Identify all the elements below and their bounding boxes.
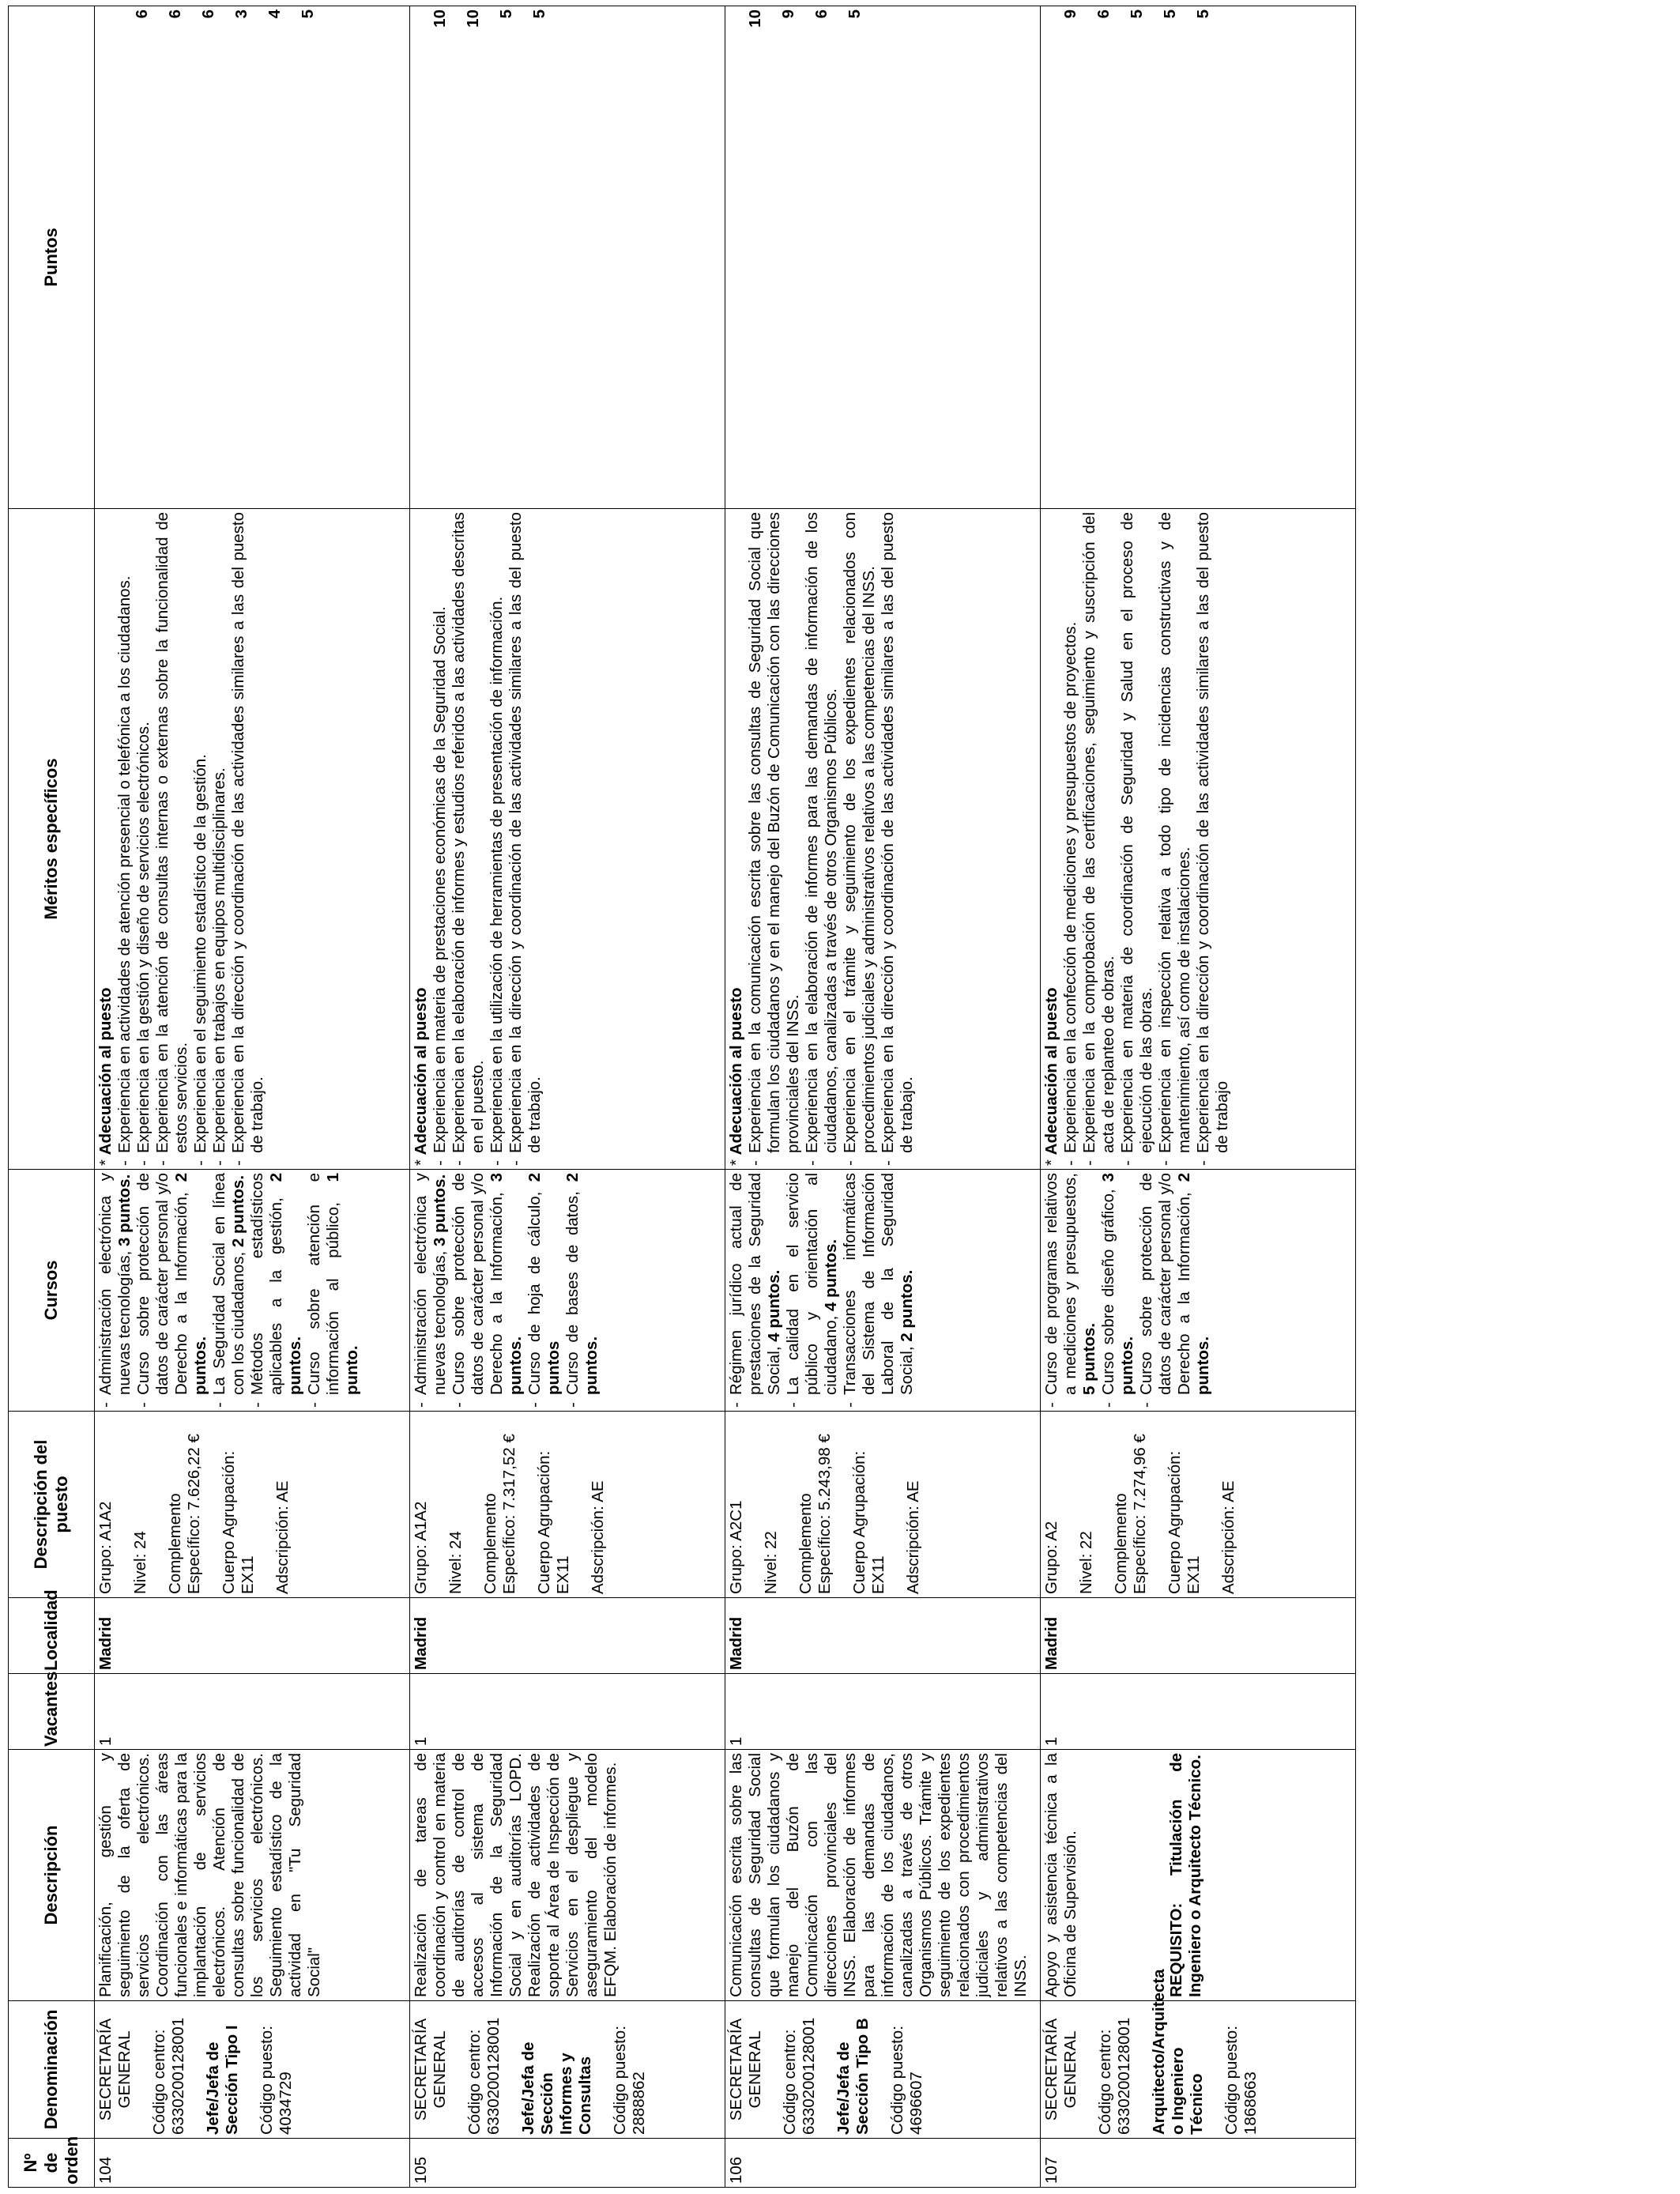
descripcion-cell xyxy=(95,1750,410,2001)
codigo-centro-value: 6330200128001 xyxy=(799,2017,818,2135)
spacer xyxy=(519,1415,535,1594)
puntos-value: 5 xyxy=(1193,9,1212,19)
merito-item: - Experiencia en materia de coordinación de Seguridad y Salud en el proceso de ejecución de las obras. xyxy=(1118,512,1156,1166)
merito-item: - Experiencia en el seguimiento estadístico de la gestión. xyxy=(191,512,210,1166)
header-localidad: Localidad xyxy=(9,1598,95,1674)
puesto-name: Jefe/Jefa de Sección Tipo I xyxy=(203,2025,241,2135)
curso-points: 2 puntos. xyxy=(171,1172,209,1395)
merito-item: - Experiencia en la utilización de herramientas de presentación de información. xyxy=(488,512,507,1166)
curso-points: 3 puntos. xyxy=(487,1172,525,1395)
cursos-list xyxy=(96,1173,362,1408)
orden-cell: 104 xyxy=(95,2139,410,2188)
spacer xyxy=(834,1415,850,1594)
merito-item: - Experiencia en la elaboración de informes y estudios referidos a las actividades descritas en el puesto. xyxy=(450,512,488,1166)
spacer xyxy=(503,2004,519,2135)
vacantes-cell: 1 xyxy=(410,1674,725,1750)
header-orden: Nº de orden xyxy=(9,2139,95,2188)
puntos-value: 5 xyxy=(1127,9,1146,19)
codigo-centro-label: Código centro: xyxy=(780,2029,799,2135)
orden-cell: 107 xyxy=(1041,2139,1356,2188)
table-row xyxy=(95,6,410,2188)
curso-text: Transacciones informáticas del Sistema de Información Laboral de la Seguridad Social, xyxy=(840,1173,916,1395)
denominacion-cell xyxy=(410,2001,725,2139)
spacer xyxy=(465,1415,481,1594)
localidad-cell: Madrid xyxy=(725,1598,1041,1674)
meritos-list xyxy=(746,512,917,1166)
descripcion-cell xyxy=(725,1750,1041,2001)
meritos-title: * Adecuación al puesto xyxy=(96,512,115,1166)
spacer xyxy=(204,1415,220,1594)
codigo-centro-label: Código centro: xyxy=(1095,2029,1114,2135)
descripcion-text: Planificación, gestión y seguimiento de la oferta de servicios electrónicos. Coordinación con las áreas funcionales e informáticas para la implantación de servicios electrónicos. Atención de consultas sobre funcionalidad de los servicios electrónicos. Seguimiento estadístico de la actividad en "Tu Seguridad Social" xyxy=(96,1753,323,1997)
cursos-cell xyxy=(725,1170,1041,1412)
codigo-centro-label: Código centro: xyxy=(465,2029,484,2135)
curso-item xyxy=(1042,1173,1099,1408)
vacantes-cell: 1 xyxy=(95,1674,410,1750)
curso-text: Curso sobre diseño gráfico, xyxy=(1098,1189,1117,1395)
merito-item: - Experiencia en la confección de mediciones y presupuestos de proyectos. xyxy=(1061,512,1080,1166)
cursos-list xyxy=(727,1173,917,1408)
curso-item xyxy=(1137,1173,1213,1408)
header-puntos: Puntos xyxy=(9,6,95,509)
puesto-complemento: Complemento Específico: 5.243,98 € xyxy=(796,1434,834,1594)
unidad-name: SECRETARÍA GENERAL xyxy=(412,2018,449,2121)
puesto-nivel: Nivel: 22 xyxy=(761,1531,780,1594)
merito-item: - Experiencia en materia de prestaciones económicas de la Seguridad Social. xyxy=(431,512,450,1166)
descripcion-cell xyxy=(410,1750,725,2001)
requisito-text: REQUISITO: Titulación de Ingeniero o Arquitecto Técnico. xyxy=(1166,1753,1204,1997)
meritos-title: * Adecuación al puesto xyxy=(1042,512,1061,1166)
meritos-cell xyxy=(1041,509,1356,1170)
merito-item: - Experiencia en la dirección y coordinación de las actividades similares a las del puesto de trabajo. xyxy=(229,512,267,1166)
spacer xyxy=(595,2004,611,2135)
meritos-cell xyxy=(725,509,1041,1170)
desc-puesto-cell xyxy=(410,1412,725,1598)
merito-item: - Experiencia en la dirección y coordinación de las actividades similares a las del puesto de trabajo. xyxy=(507,512,544,1166)
denominacion-cell xyxy=(1041,1969,1356,2139)
puesto-nivel: Nivel: 24 xyxy=(130,1531,149,1594)
descripcion-text: Realización de tareas de coordinación y control en materia de auditorías de control de accesos al sistema de Información de la Seguridad Social y en auditorías LOPD. Realización de actividades de soporte al Área de Inspección de Servicios en el despliegue y aseguramiento del modelo EFQM. Elaboración de informes. xyxy=(412,1753,620,1997)
codigo-puesto-label: Código puesto: xyxy=(887,2026,906,2135)
puesto-grupo: Grupo: A2C1 xyxy=(727,1500,745,1594)
vacancies-table xyxy=(8,6,1356,2188)
meritos-title: * Adecuación al puesto xyxy=(412,512,431,1166)
spacer xyxy=(781,1415,797,1594)
curso-text: La calidad en el servicio público y orientación al ciudadano, xyxy=(783,1173,840,1395)
curso-text: La Seguridad Social en línea con los ciudadanos, xyxy=(209,1173,247,1395)
curso-item xyxy=(305,1173,362,1408)
meritos-list xyxy=(1061,512,1232,1166)
curso-points: 1 punto. xyxy=(323,1173,361,1395)
curso-points: 2 puntos xyxy=(525,1173,563,1395)
puesto-grupo: Grupo: A1A2 xyxy=(412,1501,430,1594)
puntos-value: 4 xyxy=(265,9,284,19)
curso-points: 3 puntos. xyxy=(1098,1173,1136,1395)
localidad-cell: Madrid xyxy=(410,1598,725,1674)
curso-text: Curso de programas relativos a mediciones y presupuestos, xyxy=(1042,1173,1079,1395)
merito-item: - Experiencia en inspección relativa a todo tipo de incidencias constructivas y de mantenimiento, así como de instalaciones. xyxy=(1156,512,1194,1166)
curso-points: 2 puntos. xyxy=(1174,1172,1212,1395)
descripcion-cell xyxy=(1041,1750,1356,2001)
localidad-cell: Madrid xyxy=(95,1598,410,1674)
unidad-name: SECRETARÍA GENERAL xyxy=(727,2018,764,2121)
cursos-list xyxy=(412,1173,601,1408)
merito-item: - Experiencia en la gestión y diseño de servicios electrónicos. xyxy=(134,512,153,1166)
puntos-value: 6 xyxy=(198,9,217,19)
unidad-name: SECRETARÍA GENERAL xyxy=(96,2018,134,2121)
puntos-value: 5 xyxy=(845,9,864,19)
spacer xyxy=(727,9,746,505)
puesto-grupo: Grupo: A1A2 xyxy=(96,1501,115,1594)
merito-item: - Experiencia en actividades de atención presencial o telefónica a los ciudadanos. xyxy=(115,512,134,1166)
codigo-puesto-label: Código puesto: xyxy=(610,2026,629,2135)
puesto-nivel: Nivel: 24 xyxy=(446,1531,465,1594)
codigo-puesto-label: Código puesto: xyxy=(257,2026,276,2135)
codigo-puesto-value: 4034729 xyxy=(276,2071,295,2135)
puntos-cell xyxy=(725,6,1041,509)
puntos-value: 10 xyxy=(746,9,764,28)
codigo-centro-label: Código centro: xyxy=(149,2029,168,2135)
meritos-cell xyxy=(95,509,410,1170)
merito-item: - Experiencia en el trámite y seguimiento de los expedientes relacionados con procedimientos judiciales y administrativos relativos a las competencias del INSS. xyxy=(841,512,879,1166)
table-row xyxy=(1041,6,1356,2188)
codigo-centro-value: 6330200128001 xyxy=(1114,2017,1133,2135)
curso-item xyxy=(563,1173,601,1408)
puesto-name: Arquitecto/Arquitecta o Ingeniero Técnico xyxy=(1149,1969,1206,2135)
table-header-row xyxy=(9,6,95,2188)
puesto-complemento: Complemento Específico: 7.317,52 € xyxy=(480,1434,518,1594)
meritos-cell xyxy=(410,509,725,1170)
header-desc-puesto: Descripción del puesto xyxy=(9,1412,95,1598)
spacer xyxy=(1203,1415,1219,1594)
curso-text: Curso sobre protección de datos de carácter personal y/o Derecho a la Información, xyxy=(449,1173,506,1395)
puesto-cuerpo: Cuerpo Agrupación: EX11 xyxy=(1165,1450,1203,1594)
spacer xyxy=(431,1415,446,1594)
header-denominacion: Denominación xyxy=(9,2001,95,2139)
puntos-cell xyxy=(410,6,725,509)
curso-item xyxy=(248,1173,305,1408)
curso-text: Régimen jurídico actual de prestaciones de la Seguridad Social, xyxy=(727,1173,783,1395)
puesto-adscripcion: Adscripción: AE xyxy=(903,1480,922,1594)
curso-item xyxy=(525,1173,563,1408)
cursos-cell xyxy=(410,1170,725,1412)
puesto-adscripcion: Adscripción: AE xyxy=(1219,1480,1237,1594)
puesto-nivel: Nivel: 22 xyxy=(1076,1531,1095,1594)
puesto-cuerpo: Cuerpo Agrupación: EX11 xyxy=(219,1450,257,1594)
puntos-cell xyxy=(1041,6,1356,509)
curso-item xyxy=(210,1173,248,1408)
cursos-list xyxy=(1042,1173,1213,1408)
puntos-value: 10 xyxy=(463,9,482,28)
localidad-cell: Madrid xyxy=(1041,1598,1356,1674)
merito-item: - Experiencia en la elaboración de informes para las demandas de información de los ciudadanos, canalizadas a través de otros Organismos Públicos. xyxy=(803,512,841,1166)
spacer xyxy=(1080,1753,1167,1997)
merito-item: - Experiencia en la dirección y coordinación de las actividades similares a las del puesto de trabajo xyxy=(1194,512,1232,1166)
codigo-puesto-value: 2888862 xyxy=(629,2071,648,2135)
spacer xyxy=(872,2004,888,2135)
curso-item xyxy=(727,1173,784,1408)
desc-puesto-cell xyxy=(725,1412,1041,1598)
vacantes-cell: 1 xyxy=(1041,1674,1356,1750)
puesto-cuerpo: Cuerpo Agrupación: EX11 xyxy=(534,1450,572,1594)
descripcion-text: Apoyo y asistencia técnica a la Oficina de Supervisión. xyxy=(1042,1753,1079,1997)
curso-text: Curso de bases de datos, xyxy=(563,1191,582,1395)
spacer xyxy=(573,1415,589,1594)
spacer xyxy=(1042,9,1061,505)
spacer xyxy=(1096,1415,1112,1594)
spacer xyxy=(242,2004,258,2135)
curso-text: Administración electrónica y nuevas tecnologías, xyxy=(96,1173,134,1395)
puntos-cell xyxy=(95,6,410,509)
puesto-adscripcion: Adscripción: AE xyxy=(588,1480,607,1594)
puntos-value: 3 xyxy=(232,9,250,19)
spacer xyxy=(1150,1415,1166,1594)
spacer xyxy=(450,2004,465,2135)
spacer xyxy=(819,2004,834,2135)
spacer xyxy=(188,2004,204,2135)
spacer xyxy=(134,2004,150,2135)
denominacion-cell xyxy=(725,2001,1041,2139)
puntos-value: 5 xyxy=(298,9,317,19)
puntos-value: 6 xyxy=(133,9,151,19)
merito-item: - Experiencia en la atención de consultas internas o externas sobre la funcionalidad de estos servicios. xyxy=(153,512,191,1166)
curso-points: 3 puntos. xyxy=(115,1174,134,1246)
curso-points: 3 puntos. xyxy=(430,1174,449,1246)
spacer xyxy=(96,9,133,505)
merito-item: - Experiencia en la dirección y coordinación de las actividades similares a las del puesto de trabajo. xyxy=(879,512,917,1166)
puntos-value: 6 xyxy=(812,9,831,19)
curso-item xyxy=(784,1173,841,1408)
desc-puesto-cell xyxy=(1041,1412,1356,1598)
puntos-value: 10 xyxy=(431,9,449,28)
orden-cell: 106 xyxy=(725,2139,1041,2188)
spacer xyxy=(1061,1415,1077,1594)
table-body xyxy=(95,6,1356,2188)
puntos-value: 6 xyxy=(165,9,184,19)
curso-points: 4 puntos. xyxy=(821,1238,840,1311)
table-row xyxy=(725,6,1041,2188)
descripcion-text: Comunicación escrita sobre las consultas de Seguridad Social que formulan los ciudadanos y manejo del Buzón de Comunicación con las direcciones provinciales del INSS. Elaboración de informes para las demandas de información de los ciudadanos, canalizadas a través de otros Organismos Públicos. Trámite y seguimiento de los expedientes relacionados con procedimientos judiciales y administrativos relativos a las competencias del INSS. xyxy=(727,1753,1030,1997)
curso-points: 4 puntos. xyxy=(764,1269,783,1342)
puesto-grupo: Grupo: A2 xyxy=(1042,1521,1060,1594)
puntos-value: 9 xyxy=(778,9,797,19)
codigo-puesto-value: 1868663 xyxy=(1241,2071,1260,2135)
header-vacantes: Vacantes xyxy=(9,1674,95,1750)
puntos-value: 6 xyxy=(1094,9,1113,19)
cursos-cell xyxy=(1041,1170,1356,1412)
puesto-name: Jefe/Jefa de Sección Tipo B xyxy=(834,2018,872,2135)
header-descripcion: Descripción xyxy=(9,1750,95,2001)
unidad-name: SECRETARÍA GENERAL xyxy=(1042,2018,1079,2121)
puntos-value: 9 xyxy=(1061,9,1079,19)
curso-points: 5 puntos. xyxy=(1079,1322,1098,1395)
curso-text: Curso sobre protección de datos de carácter personal y/o Derecho a la Información, xyxy=(1136,1173,1193,1395)
puesto-name: Jefe/Jefa de Sección Informes y Consultas xyxy=(518,2041,594,2135)
curso-points: 2 puntos. xyxy=(897,1269,916,1342)
curso-text: Curso sobre protección de datos de carácter personal y/o Derecho a la Información, xyxy=(134,1173,190,1395)
header-cursos: Cursos xyxy=(9,1170,95,1412)
merito-item: - Experiencia en trabajos en equipos multidisciplinares. xyxy=(210,512,229,1166)
curso-points: 2 puntos. xyxy=(563,1173,601,1395)
codigo-puesto-value: 4696607 xyxy=(906,2071,925,2135)
curso-item xyxy=(841,1173,917,1408)
puesto-complemento: Complemento Específico: 7.626,22 € xyxy=(165,1434,203,1594)
puesto-cuerpo: Cuerpo Agrupación: EX11 xyxy=(849,1450,887,1594)
table-row xyxy=(410,6,725,2188)
curso-item xyxy=(96,1173,134,1408)
cursos-cell xyxy=(95,1170,410,1412)
spacer xyxy=(115,1415,131,1594)
spacer xyxy=(765,2004,781,2135)
codigo-centro-value: 6330200128001 xyxy=(484,2017,503,2135)
puntos-value: 5 xyxy=(529,9,548,19)
curso-item xyxy=(134,1173,210,1408)
codigo-puesto-label: Código puesto: xyxy=(1222,2026,1241,2135)
puesto-adscripcion: Adscripción: AE xyxy=(273,1480,292,1594)
curso-item xyxy=(450,1173,525,1408)
spacer xyxy=(258,1415,273,1594)
meritos-list xyxy=(431,512,544,1166)
curso-text: Métodos estadísticos aplicables a la gestión, xyxy=(247,1173,285,1395)
curso-item xyxy=(412,1173,450,1408)
curso-points: 2 puntos. xyxy=(266,1173,304,1395)
vacantes-cell: 1 xyxy=(725,1674,1041,1750)
curso-text: Administración electrónica y nuevas tecnologías, xyxy=(412,1173,449,1395)
merito-item: - Experiencia en la comunicación escrita sobre las consultas de Seguridad Social que formulan los ciudadanos y en el manejo del Buzón de Comunicación con las direcciones provinciales del INSS. xyxy=(746,512,803,1166)
spacer xyxy=(1134,2004,1150,2135)
spacer xyxy=(1080,2004,1096,2135)
desc-puesto-cell xyxy=(95,1412,410,1598)
puesto-complemento: Complemento Específico: 7.274,96 € xyxy=(1111,1434,1149,1594)
orden-cell: 105 xyxy=(410,2139,725,2188)
merito-item: - Experiencia en la comprobación de las certificaciones, seguimiento y suscripción del acta de replanteo de obras. xyxy=(1080,512,1118,1166)
header-meritos: Méritos específicos xyxy=(9,509,95,1170)
curso-text: Curso sobre atención e información al público, xyxy=(304,1173,342,1395)
curso-item xyxy=(1099,1173,1137,1408)
meritos-list xyxy=(115,512,267,1166)
spacer xyxy=(412,9,431,505)
curso-points: 2 puntos. xyxy=(228,1174,247,1248)
puntos-value: 5 xyxy=(1160,9,1179,19)
spacer xyxy=(150,1415,166,1594)
curso-text: Curso de hoja de cálculo, xyxy=(525,1191,544,1395)
denominacion-cell xyxy=(95,2001,410,2139)
codigo-centro-value: 6330200128001 xyxy=(168,2017,187,2135)
spacer xyxy=(746,1415,762,1594)
meritos-title: * Adecuación al puesto xyxy=(727,512,746,1166)
spacer xyxy=(888,1415,904,1594)
spacer xyxy=(1207,2004,1222,2135)
puntos-value: 5 xyxy=(496,9,515,19)
